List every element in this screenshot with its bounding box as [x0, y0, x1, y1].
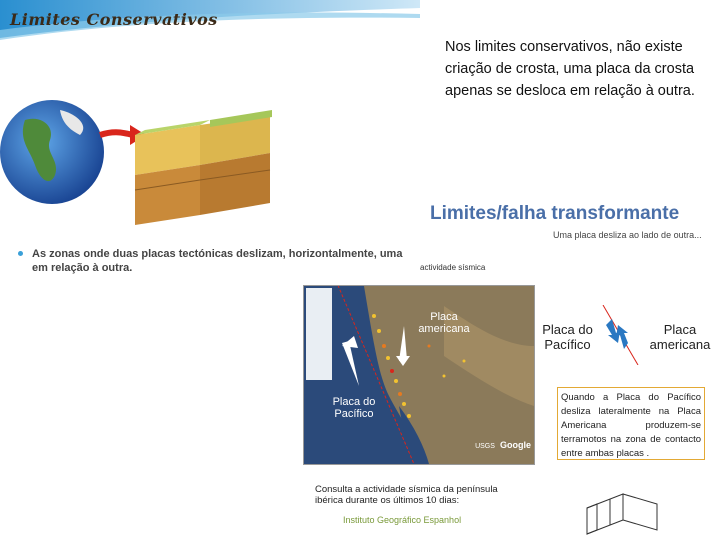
map-label-american: Placa americana — [418, 311, 470, 335]
figure-title: Limites/falha transformante — [430, 203, 680, 224]
map-label-pacific: Placa do Pacífico — [332, 396, 376, 420]
figure-caption: Consulta a actividade sísmica da península ibérica durante os últimos 10 dias: — [315, 484, 498, 506]
map-legend — [306, 288, 332, 380]
map-caption-top: actividade sísmica — [420, 263, 486, 272]
plate-motion-arrows — [598, 305, 643, 365]
bullet-dot-icon — [18, 251, 23, 256]
figure-subtitle: Uma placa desliza ao lado de outra... — [553, 230, 702, 240]
explanation-box: Quando a Placa do Pacífico desliza lateralmente na Placa Americana produzem-se terramotos na zona de contacto entre ambas placas . — [557, 387, 705, 460]
diagram-label-pacific: Placa do Pacífico — [542, 322, 593, 352]
map-brand-mark: Google — [500, 440, 531, 450]
map-usgs-mark: USGS — [475, 443, 495, 450]
diagram-label-american: Placa americana — [649, 322, 711, 352]
intro-text: Nos limites conservativos, não existe criação de crosta, uma placa da crosta apenas se desloca em relação à outra. — [445, 39, 695, 99]
globe-block-illustration — [0, 95, 280, 230]
seismic-map — [303, 285, 535, 465]
institute-link[interactable]: Instituto Geográfico Espanhol — [343, 515, 462, 525]
bullet-text: As zonas onde duas placas tectónicas deslizam, horizontalmente, uma em relação à outra. — [32, 248, 403, 274]
fault-block-diagram — [585, 490, 660, 535]
bullet-item — [18, 247, 418, 275]
page-title: Limites Conservativos — [10, 10, 218, 29]
